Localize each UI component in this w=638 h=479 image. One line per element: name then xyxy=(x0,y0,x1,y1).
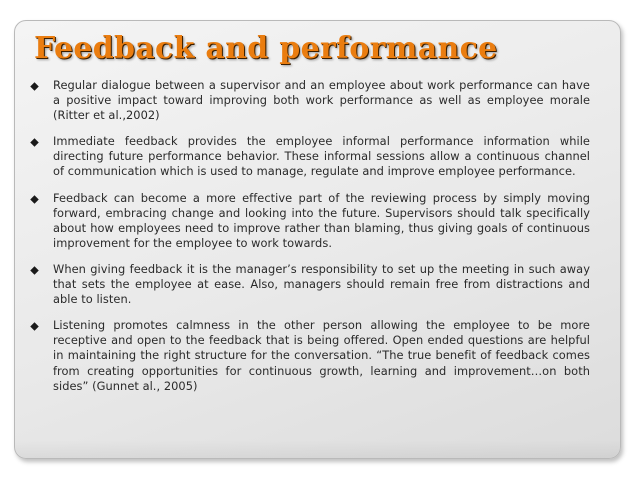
bullet-icon xyxy=(31,139,38,146)
bullet-item xyxy=(30,134,590,179)
bullet-icon xyxy=(31,267,38,274)
bullet-item xyxy=(30,191,590,251)
bullet-icon xyxy=(31,83,38,90)
bullet-item xyxy=(30,78,590,123)
bullet-text: Feedback can become a more effective part of the reviewing process by simply moving forward, embracing change and looking into the future. Supervisors should talk specifically about how employees need to improve rather than blaming, thus giving goals of continuous improvement for the employee to work towards. xyxy=(53,190,590,250)
bullet-text: Listening promotes calmness in the other person allowing the employee to be more receptive and open to the feedback that is being offered. Open ended questions are helpful in maintaining the right structure for the conversation. “The true benefit of feedback comes from creating opportunities for continuous growth, learning and improvement…on both sides” (Gunnet al., 2005) xyxy=(53,318,590,393)
bullet-text: When giving feedback it is the manager’s responsibility to set up the meeting in such away that sets the employee at ease. Also, managers should remain free from distractions and able to listen. xyxy=(53,261,590,307)
bullet-list xyxy=(30,78,590,405)
bullet-item xyxy=(30,318,590,393)
bullet-text: Immediate feedback provides the employee informal performance information while directing future performance behavior. These informal sessions allow a continuous channel of communication which is used to manage, regulate and improve employee performance. xyxy=(53,134,590,179)
bullet-icon xyxy=(31,196,38,203)
bullet-item xyxy=(30,262,590,307)
bullet-icon xyxy=(31,323,38,330)
slide-title: Feedback and performance xyxy=(34,31,498,66)
bullet-text: Regular dialogue between a supervisor and an employee about work performance can have a positive impact toward improving both work performance as well as employee morale (Ritter et al.,2002) xyxy=(53,78,590,123)
